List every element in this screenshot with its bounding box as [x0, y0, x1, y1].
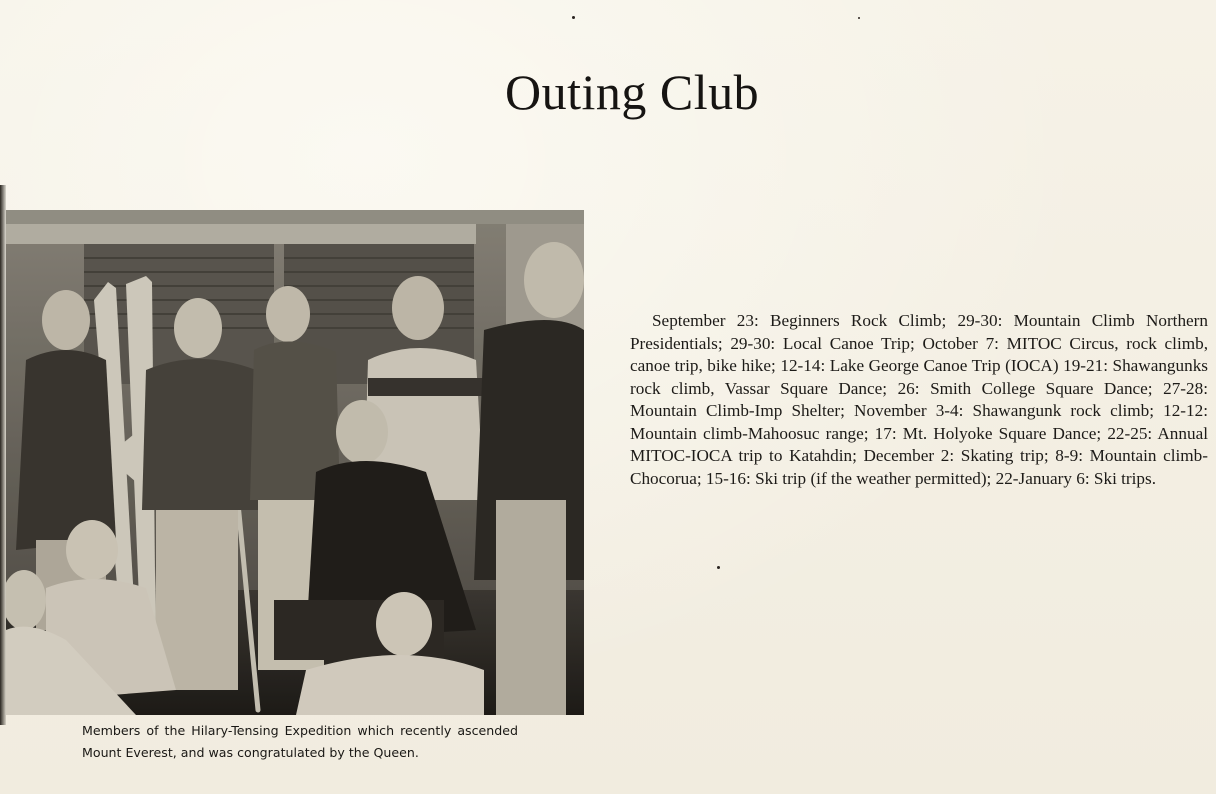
page-title: Outing Club [505, 64, 760, 120]
activity-schedule: September 23: Beginners Rock Climb; 29-30: Mountain Climb Northern Presidentials; 29-30: Local Canoe Trip; October 7: MITOC Circus, rock climb, canoe trip, bike hike; 12-14: Lake George Canoe Trip (IOCA) 19-21: Shawangunks rock climb, Vassar Square Dance; 26: Smith College Square Dance; 27-28: Mountain Climb-Imp Shelter; November 3-4: Shawangunk rock climb; 12-12: Mountain climb-Mahoosuc range; 17: Mt. Holyoke Square Dance; 22-25: Annual MITOC-IOCA trip to Katahdin; December 2: Skating trip; 8-9: Mountain climb-Chocorua; 15-16: Ski trip (if the weather permitted); 22-January 6: Ski trips. [630, 311, 1208, 488]
group-photo [6, 210, 584, 715]
paper-speck [717, 566, 720, 569]
photo-caption: Members of the Hilary-Tensing Expedition which recently ascended Mount Everest, and was congratulated by the Queen. [82, 723, 518, 760]
paper-speck [858, 17, 860, 19]
paper-speck [572, 16, 575, 19]
